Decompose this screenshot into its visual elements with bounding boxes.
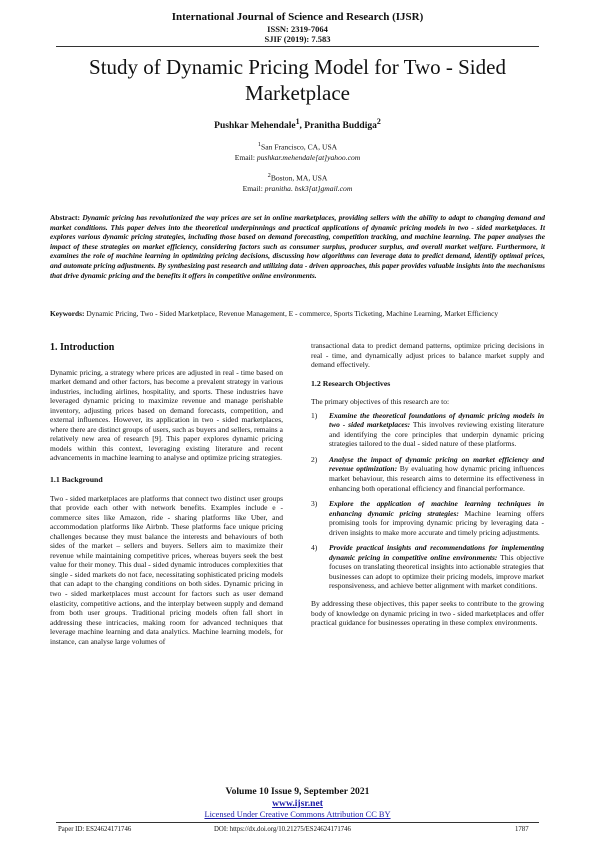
aff2-sup: 2 [267, 172, 271, 179]
objectives-intro: The primary objectives of this research are to: [311, 397, 450, 407]
objective-number: 1) [311, 410, 318, 420]
issn: ISSN: 2319-7064 [267, 24, 328, 34]
page-number: 1787 [515, 826, 529, 833]
objective-number: 2) [311, 454, 318, 464]
journal-website-link[interactable]: www.ijsr.net [272, 798, 323, 809]
objective-title: Explore the application of machine learning techniques in enhancing dynamic pricing strategies: [329, 499, 544, 518]
author-1: Pushkar Mehendale [214, 121, 296, 132]
objective-item [311, 455, 544, 493]
background-paragraph: Two - sided marketplaces are platforms that connect two distinct user groups that provide each other with network benefits. Examples include e - commerce sites like Amazon, ride - sharing platforms like Uber, and accommodation platforms like Airbnb. These platforms face unique pricing challenges because they must balance the interests and behaviours of both sides of the market – sellers and buyers. Sellers aim to maximize their revenue while maintaining competitive prices, whereas buyers seek the best value for their money. This dual - sided dynamic introduces complexities that single - sided markets do not face, necessitating sophisticated pricing models that can adapt to the changing conditions on both sides. Dynamic pricing in two - sided marketplaces must account for factors such as user demand elasticity, competitive actions, and the interplay between supply and demand from both user groups. Traditional pricing models often fall short in addressing these intricacies, making room for advanced techniques that leverage machine learning and data analytics. Machine learning models, for instance, can analyse large volumes of [50, 493, 283, 646]
footer-divider [56, 822, 539, 823]
objective-text: This involves reviewing existing literature and identifying the core principles that underpin dynamic pricing strategies tailored to the dual - sided nature of these platforms. [329, 420, 544, 449]
intro-paragraph: Dynamic pricing, a strategy where prices are adjusted in real - time based on market demand and other factors, has become a prevalent strategy in various industries, including airlines, hospitality, and sports. These industries have leveraged dynamic pricing to maximize revenue and manage perishable inventory, adjusting prices based on demand forecasts, competition, and external influences. However, its application in two - sided marketplaces, where there are distinct groups of users, such as buyers and sellers, remains a relatively new area of research [9]. This paper explores dynamic pricing models within this context, leveraging existing literature and recent advancements in machine learning to analyse and optimize pricing strategies. [50, 367, 283, 463]
objectives-list [311, 411, 544, 591]
volume-issue: Volume 10 Issue 9, September 2021 [225, 786, 370, 797]
objective-text: This objective focuses on translating theoretical insights into actionable strategies that businesses can adopt to optimize their pricing models, improve market responsiveness, and achieve better alignment with market conditions. [329, 552, 544, 591]
license-link[interactable]: Licensed Under Creative Commons Attribution CC BY [204, 810, 391, 819]
aff1-sup: 1 [257, 141, 261, 148]
author-2: Pranitha Buddiga [304, 121, 377, 132]
aff2-place: Boston, MA, USA [270, 173, 328, 183]
keywords [50, 309, 545, 319]
aff1-place: San Francisco, CA, USA [261, 142, 338, 152]
sjif: SJIF (2019): 7.583 [264, 34, 331, 44]
subsection-heading-background: 1.1 Background [50, 475, 103, 485]
right-column [311, 341, 544, 628]
author-line [0, 117, 595, 131]
objective-text: Machine learning offers promising tools for improving dynamic pricing by leveraging data - driven insights to make more accurate and timely pricing adjustments. [329, 508, 544, 537]
affiliation-1 [0, 140, 595, 163]
left-column [50, 341, 283, 646]
aff2-email-label: Email: [242, 183, 265, 193]
objective-item [311, 543, 544, 591]
author-1-sup: 1 [295, 117, 300, 126]
objective-number: 4) [311, 543, 318, 553]
subsection-heading-objectives: 1.2 Research Objectives [311, 378, 391, 388]
journal-name: International Journal of Science and Research (IJSR) [171, 11, 424, 23]
keywords-text: Dynamic Pricing, Two - Sided Marketplace, Revenue Management, E - commerce, Sports Ticketing, Machine Learning, Market Efficiency [86, 309, 499, 318]
objective-text: By evaluating how dynamic pricing influences market behaviour, this research aims to determine its effectiveness in enhancing both operational efficiency and financial performance. [329, 464, 545, 493]
doi: DOI: https://dx.doi.org/10.21275/ES24624171746 [214, 826, 351, 833]
paper-id: Paper ID: ES24624171746 [58, 826, 132, 833]
aff1-email: pushkar.mehendale[at]yahoo.com [256, 152, 361, 162]
objective-title: Analyse the impact of dynamic pricing on market efficiency and revenue optimization: [329, 454, 544, 474]
continued-paragraph: transactional data to predict demand patterns, optimize pricing decisions in real - time, and dynamically adjust prices to balance market supply and demand effectively. [311, 341, 544, 370]
paper-title: Study of Dynamic Pricing Model for Two - Sided Marketplace [89, 55, 506, 105]
objective-number: 3) [311, 499, 318, 509]
abstract-text: Dynamic pricing has revolutionized the way prices are set in online marketplaces, providing sellers with the ability to adapt to changing demand and market conditions. This paper delves into the theoretical underpinnings and practical applications of dynamic pricing models in two - sided marketplaces. It explores various dynamic pricing strategies, including those based on demand forecasting, competition tracking, and machine learning. The paper analyses the impact of these strategies on market efficiency, considering factors such as consumer surplus, producer surplus, and overall market welfare. Furthermore, it examines the role of machine learning in optimizing pricing decisions, discussing how algorithms can leverage data to predict demand, identify optimal prices, and automate pricing adjustments. By synthesizing past research and utilizing data - driven approaches, this paper provides valuable insights into the mechanisms that drive dynamic pricing and the benefits it offers in competitive online environments. [50, 213, 546, 280]
keywords-label: Keywords: [50, 309, 87, 318]
author-separator: , [299, 121, 305, 132]
objective-title: Examine the theoretical foundations of dynamic pricing models in two - sided marketplaces: [329, 410, 544, 430]
objective-item [311, 499, 544, 537]
abstract-label: Abstract: [50, 213, 83, 222]
aff2-email: pranitha. bsk3[at]gmail.com [264, 183, 353, 193]
author-2-sup: 2 [376, 117, 381, 126]
closing-paragraph: By addressing these objectives, this paper seeks to contribute to the growing body of knowledge on dynamic pricing in two - sided marketplaces and offer practical guidance for businesses operating in these complex environments. [311, 599, 544, 628]
aff1-email-label: Email: [234, 152, 257, 162]
affiliation-2 [0, 171, 595, 194]
objective-title: Provide practical insights and recommendations for implementing dynamic pricing in competitive online environments: [329, 543, 544, 562]
abstract [50, 213, 545, 280]
objective-item [311, 411, 544, 449]
header-divider [56, 46, 539, 47]
section-heading-introduction: 1. Introduction [50, 342, 115, 353]
